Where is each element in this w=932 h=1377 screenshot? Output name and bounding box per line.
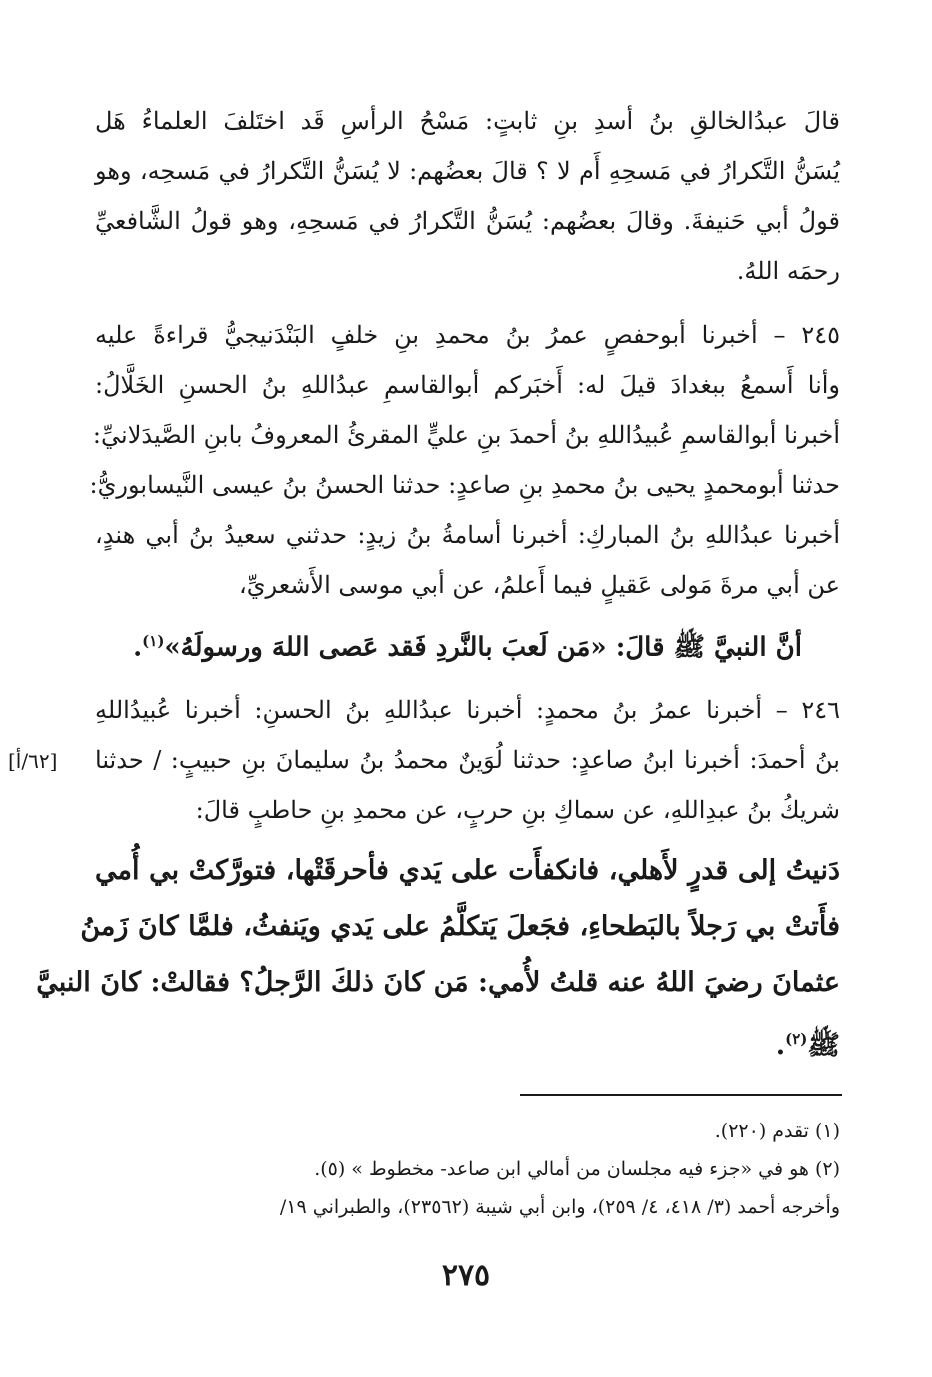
text-line: ﷺ$^{(٢)}$.: [775, 1029, 840, 1061]
hadith-narration: [36, 843, 840, 1074]
text-line: يُسَنُّ التَّكرارُ في مَسحِهِ أَم لا ؟ قالَ بعضُهم: لا يُسَنُّ التَّكرارُ في مَسحِه، وهو: [95, 157, 840, 185]
page-number: ٢٧٥: [441, 1258, 491, 1293]
text-line: قولُ أبي حَنيفةَ. وقالَ بعضُهم: يُسَنُّ التَّكرارُ في مَسحِهِ، وهو قولُ الشَّافعيِّ: [95, 207, 840, 235]
hadith-line: أنَّ النبيَّ ﷺ قالَ: «مَن لَعبَ بالنَّردِ فَقد عَصى اللهَ ورسولَهُ»: [164, 632, 802, 663]
text-line: عن أبي مرةَ مَولى عَقيلٍ فيما أَعلمُ، عن أبي موسى الأَشعريِّ،: [238, 571, 840, 599]
footnotes: [95, 1112, 840, 1226]
text-line: حدثنا أبومحمدٍ يحيى بنُ محمدِ بنِ صاعدٍ: حدثنا الحسنُ بنُ عيسى النَّيسابوريُّ:: [89, 471, 840, 499]
text-line: شريكُ بنُ عبدِاللهِ، عن سماكِ بنِ حربٍ، عن محمدِ بنِ حاطبٍ قالَ:: [195, 795, 840, 824]
text-line: وأنا أَسمعُ ببغدادَ قيلَ له: أَخبَركم أبوالقاسمِ عبدُاللهِ بنُ الحسنِ الخَلَّالُ:: [95, 371, 840, 399]
text-line: دَنيتُ إلى قدرٍ لأَهلي، فانكفأَت على يَدي فأحرقَتْها، فتورَّكتْ بي أُمي: [95, 854, 840, 886]
text-line: فأَتتْ بي رَجلاً بالبَطحاءِ، فجَعلَ يَتكلَّمُ على يَدي ويَنفثُ، فلمَّا كانَ زَمنُ: [80, 910, 840, 942]
text-line: ٢٤٦ – أخبرنا عمرُ بنُ محمدٍ: أخبرنا عبدُاللهِ بنُ الحسنِ: أخبرنا عُبيدُاللهِ: [95, 695, 840, 724]
footnote-1: (١) تقدم (٢٢٠).: [714, 1120, 840, 1142]
paragraph-245: [89, 310, 840, 610]
salutation-glyph: ﷺ: [807, 1029, 840, 1061]
paragraph-1: [95, 96, 840, 296]
footnote-ref: (٢): [785, 1029, 808, 1048]
text-line: بنُ أحمدَ: أخبرنا ابنُ صاعدٍ: حدثنا لُوَينٌ محمدُ بنُ سليمانَ بنِ حبيبٍ: / حدثنا: [95, 745, 840, 774]
text-line: ٢٤٥ – أخبرنا أبوحفصٍ عمرُ بنُ محمدِ بنِ خلفٍ البَنْدَنيجيُّ قراءةً عليه: [95, 321, 840, 349]
text-line: أخبرنا عبدُاللهِ بنُ المباركِ: أخبرنا أسامةُ بنُ زيدٍ: حدثني سعيدُ بنُ أبي هندٍ،: [95, 521, 840, 549]
manuscript-folio-note: [٦٢/أ]: [8, 749, 58, 773]
footnote-2-continued: وأخرجه أحمد (٣/ ٤١٨، ٤/ ٢٥٩)، وابن أبي شيبة (٢٣٥٦٢)، والطبراني ١٩/: [279, 1196, 840, 1218]
hadith-text: أنَّ النبيَّ ﷺ قالَ: «مَن لَعبَ بالنَّردِ فَقد عَصى اللهَ ورسولَهُ»$^{(١)}$.: [133, 632, 802, 663]
footnote-ref: (١): [142, 632, 165, 650]
footnote-divider: [520, 1094, 842, 1096]
footnote-2: (٢) هو في «جزء فيه مجلسان من أمالي ابن صاعد- مخطوط » (٥).: [314, 1158, 840, 1180]
page-body: [36, 96, 840, 1074]
paragraph-246: [95, 685, 840, 835]
text-line: أخبرنا أبوالقاسمِ عُبيدُاللهِ بنُ أحمدَ بنِ عليٍّ المقرئُ المعروفُ بابنِ الصَّيدَلانيِّ:: [92, 421, 840, 449]
text-line: عثمانَ رضيَ اللهُ عنه قلتُ لأُمي: مَن كانَ ذلكَ الرَّجلُ؟ فقالتْ: كانَ النبيَّ: [36, 966, 840, 998]
text-line: رحمَه اللهُ.: [736, 257, 840, 285]
text-line: قالَ عبدُالخالقِ بنُ أسدِ بنِ ثابتٍ: مَسْحُ الرأسِ قَد اختَلفَ العلماءُ هَل: [95, 107, 840, 135]
